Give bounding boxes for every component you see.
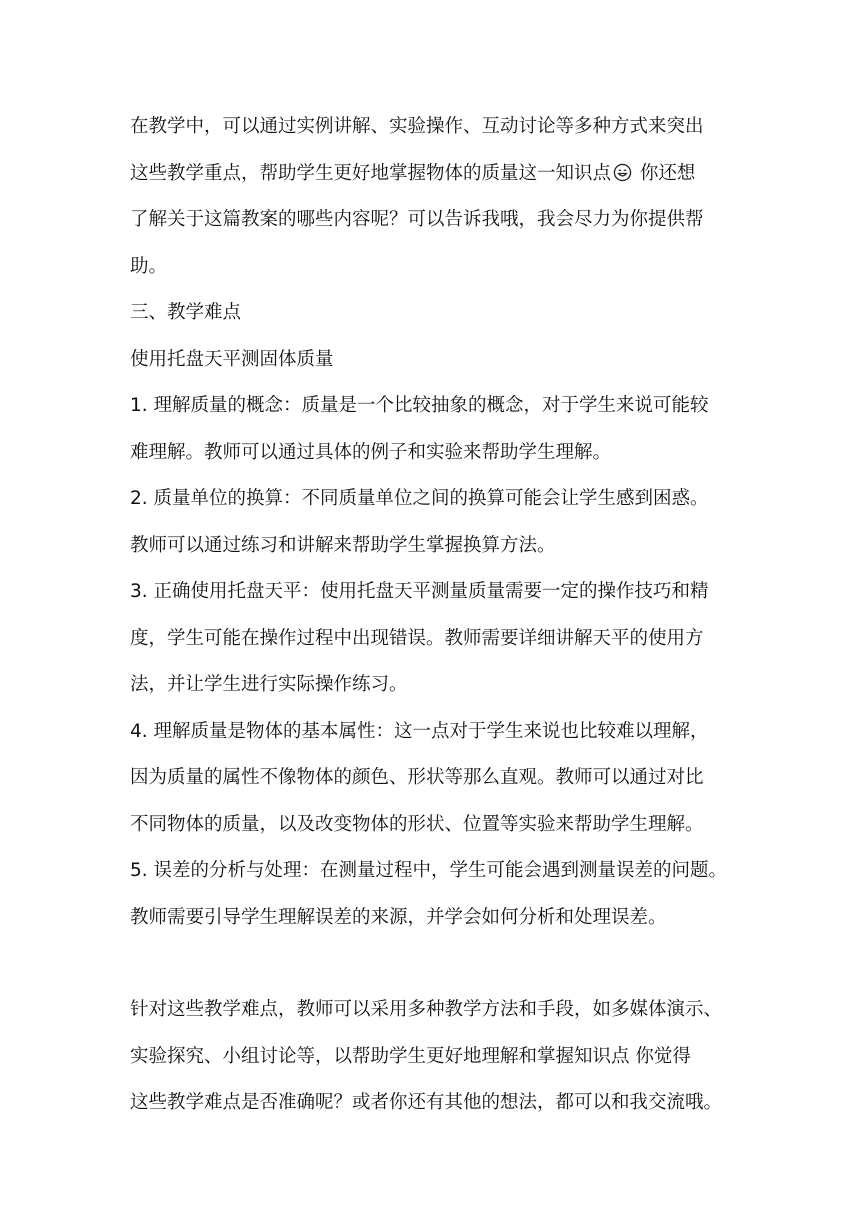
difficulty-line: 2. 质量单位的换算：不同质量单位之间的换算可能会让学生感到困惑。: [130, 488, 709, 509]
difficulty-line: 3. 正确使用托盘天平：使用托盘天平测量质量需要一定的操作技巧和精: [130, 581, 709, 602]
closing-line: 实验探究、小组讨论等，以帮助学生更好地理解和掌握知识点 你觉得: [130, 1045, 691, 1067]
difficulty-line: 教师需要引导学生理解误差的来源，并学会如何分析和处理误差。: [130, 906, 667, 928]
difficulty-line: 法，并让学生进行实际操作练习。: [130, 674, 408, 695]
intro-line-text: 你还想: [634, 162, 696, 184]
difficulty-line: 1. 理解质量的概念：质量是一个比较抽象的概念，对于学生来说可能较: [130, 395, 709, 416]
paragraph-spacer: [130, 941, 742, 987]
intro-line-text: 这些教学重点，帮助学生更好地掌握物体的质量这一知识点: [130, 162, 612, 184]
difficulty-line: 4. 理解质量是物体的基本属性：这一点对于学生来说也比较难以理解，: [130, 720, 709, 742]
difficulty-line: 教师可以通过练习和讲解来帮助学生掌握换算方法。: [130, 534, 556, 556]
intro-line: 助。: [130, 255, 168, 277]
intro-line: 在教学中，可以通过实例讲解、实验操作、互动讨论等多种方式来突出: [130, 116, 704, 137]
closing-paragraph: [130, 987, 742, 1127]
difficulty-line: 难理解。教师可以通过具体的例子和实验来帮助学生理解。: [130, 441, 612, 463]
smiley-face-icon: [613, 163, 632, 182]
intro-line: 了解关于这篇教案的哪些内容呢？可以告诉我哦，我会尽力为你提供帮: [130, 209, 704, 230]
closing-line: 针对这些教学难点，教师可以采用多种教学方法和手段，如多媒体演示、: [130, 999, 723, 1020]
difficulty-line: 因为质量的属性不像物体的颜色、形状等那么直观。教师可以通过对比: [130, 767, 704, 788]
difficulty-line: 度，学生可能在操作过程中出现错误。教师需要详细讲解天平的使用方: [130, 627, 704, 649]
subheading: 使用托盘天平测固体质量: [130, 348, 334, 370]
difficulty-item-1: [130, 383, 742, 476]
difficulty-item-2: [130, 476, 742, 569]
difficulty-item-4: [130, 709, 742, 849]
difficulty-line: 5. 误差的分析与处理：在测量过程中，学生可能会遇到测量误差的问题。: [130, 860, 728, 881]
difficulty-item-5: [130, 848, 742, 941]
section-heading: 三、教学难点: [130, 302, 242, 323]
difficulty-line: 不同物体的质量，以及改变物体的形状、位置等实验来帮助学生理解。: [130, 813, 704, 835]
document-body: [130, 104, 742, 1127]
difficulty-item-3: [130, 569, 742, 709]
closing-line: 这些教学难点是否准确呢？或者你还有其他的想法，都可以和我交流哦。: [130, 1092, 723, 1113]
intro-line: [130, 151, 742, 198]
intro-paragraph: [130, 104, 742, 290]
